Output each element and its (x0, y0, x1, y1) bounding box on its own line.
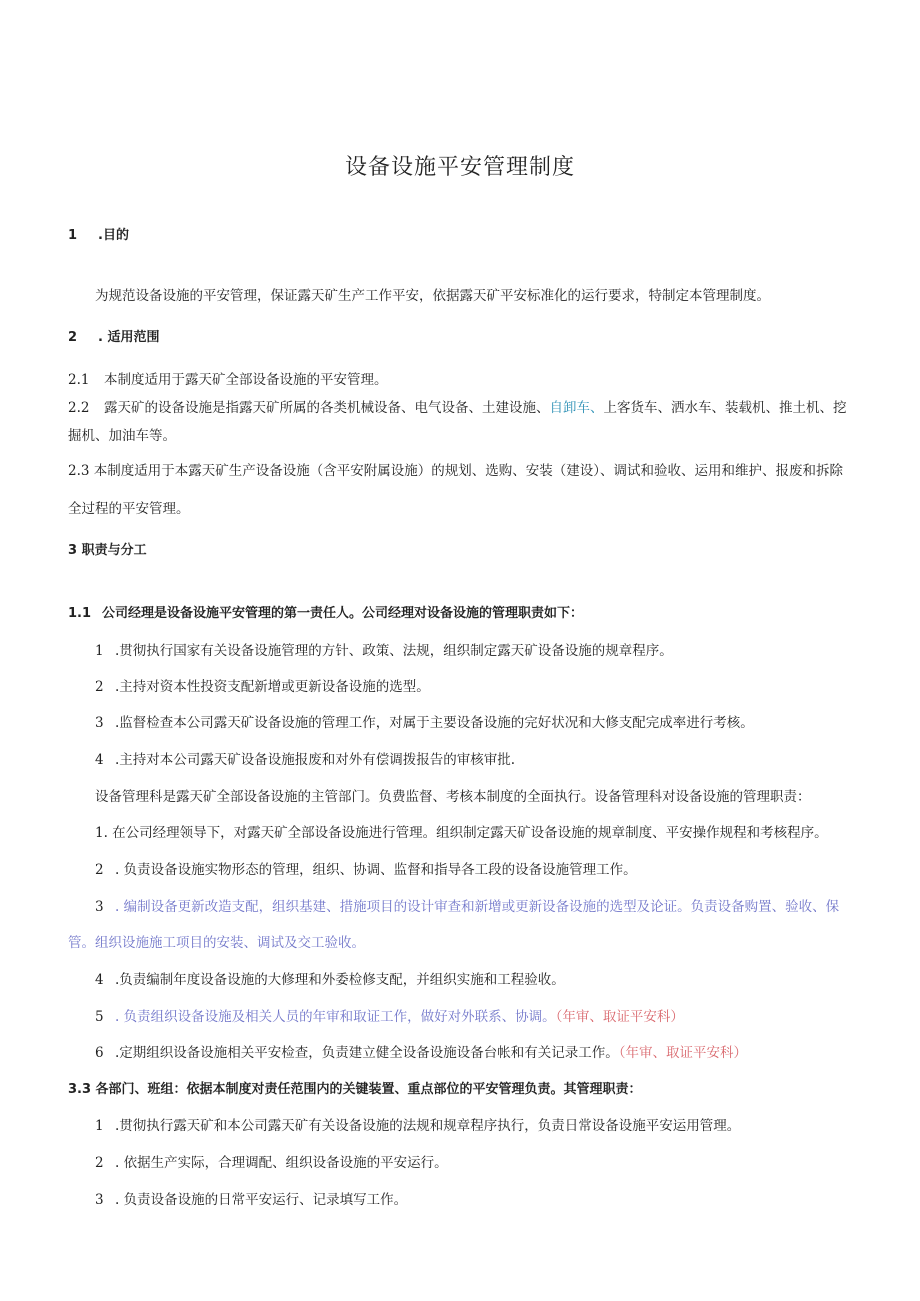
clause-3-2-intro: 设备管理科是露天矿全部设备设施的主管部门。负费监督、考核本制度的全面执行。设备管理科对设备设施的管理职责： (95, 789, 811, 805)
list-item: 1. 在公司经理领导下，对露天矿全部设备设施进行管理。组织制定露天矿设备设施的规章制度、平安操作规程和考核程序。 (95, 825, 828, 841)
list-item (95, 1007, 684, 1027)
list-item-number: 3 (95, 1192, 104, 1208)
list-item-number: 5 (95, 1009, 104, 1025)
list-item-text: .主持对本公司露天矿设备设施报废和对外有偿调拨报告的审核审批. (115, 752, 516, 768)
list-item (95, 677, 430, 697)
clause-2-2 (68, 398, 847, 418)
section-1-heading (68, 226, 129, 246)
list-item (95, 1190, 407, 1210)
clause-2-1 (68, 370, 388, 390)
clause-2-1-text: 本制度适用于露天矿全部设备设施的平安管理。 (104, 372, 388, 388)
clause-2-2-text-b: 上客货车、洒水车、装载机、推土机、挖 (603, 400, 847, 416)
clause-3-1 (68, 604, 583, 624)
list-item-number: 4 (95, 972, 104, 988)
list-item-text: .贯彻执行露天矿和本公司露天矿有关设备设施的法规和规章程序执行，负责日常设备设施平安运用管理。 (115, 1118, 741, 1134)
section-1-label: .目的 (98, 228, 129, 243)
section-2-number: 2 (68, 330, 78, 345)
list-item-text: .主持对资本性投资支配新增或更新设备设施的选型。 (115, 679, 430, 695)
list-item-number: 1 (95, 1118, 104, 1134)
list-item-number: 1 (95, 643, 104, 659)
list-item (95, 1043, 747, 1063)
clause-2-3-continuation: 全过程的平安管理。 (68, 501, 190, 517)
list-item (95, 641, 673, 661)
list-item-text: .定期组织设备设施相关平安检查，负责建立健全设备设施设备台帐和有关记录工作。 (115, 1045, 619, 1061)
list-item-continuation: 管。组织设施施工项目的安装、调试及交工验收。 (68, 935, 365, 951)
section-1-number: 1 (68, 228, 78, 243)
section-2-label: . 适用范围 (98, 330, 160, 345)
clause-3-3-heading: 3.3 各部门、班组：依据本制度对责任范围内的关键装置、重点部位的平安管理负责。其管理职责： (68, 1082, 642, 1097)
list-item (95, 750, 515, 770)
list-item (95, 713, 754, 733)
list-item-text: . 编制设备更新改造支配，组织基建、措施项目的设计审查和新增或更新设备设施的选型及论证。负责设备购置、验收、保 (115, 899, 840, 915)
list-item-number: 2 (95, 1155, 104, 1171)
clause-3-1-text: 公司经理是设备设施平安管理的第一责任人。公司经理对设备设施的管理职责如下： (102, 606, 584, 621)
list-item-text: .负责编制年度设备设施的大修理和外委检修支配，并组织实施和工程验收。 (115, 972, 565, 988)
list-item (95, 970, 565, 990)
list-item-number: 3 (95, 715, 104, 731)
section-1-paragraph: 为规范设备设施的平安管理，保证露天矿生产工作平安，依据露天矿平安标准化的运行要求，特制定本管理制度。 (95, 288, 770, 304)
list-item (95, 1153, 448, 1173)
list-item-number: 6 (95, 1045, 104, 1061)
section-2-heading (68, 328, 159, 348)
clause-2-2-highlight: 自卸车、 (549, 400, 604, 416)
list-item (95, 860, 637, 880)
list-item-number: 3 (95, 899, 104, 915)
clause-3-1-number: 1.1 (68, 606, 92, 621)
list-item-note: （年审、取证平安科） (618, 1045, 748, 1061)
clause-2-2-text-a: 露天矿的设备设施是指露天矿所属的各类机械设备、电气设备、土建设施、 (104, 400, 550, 416)
list-item-text: . 负责组织设备设施及相关人员的年审和取证工作，做好对外联系、协调。 (115, 1009, 556, 1025)
clause-2-2-continuation: 掘机、加油车等。 (68, 428, 176, 444)
document-title: 设备设施平安管理制度 (344, 155, 575, 180)
list-item-number: 2 (95, 862, 104, 878)
section-3-heading: 3 职责与分工 (68, 543, 147, 558)
list-item-text: . 负责设备设施实物形态的管理，组织、协调、监督和指导各工段的设备设施管理工作。 (115, 862, 637, 878)
clause-2-3: 2.3 本制度适用于本露天矿生产设备设施（含平安附属设施）的规划、选购、安装（建设）、调试和验收、运用和维护、报废和拆除 (68, 463, 844, 479)
clause-2-2-number: 2.2 (68, 400, 90, 416)
list-item-text: .贯彻执行国家有关设备设施管理的方针、政策、法规，组织制定露天矿设备设施的规章程序。 (115, 643, 673, 659)
list-item-number: 4 (95, 752, 104, 768)
clause-2-1-number: 2.1 (68, 372, 90, 388)
list-item-text: .监督检查本公司露天矿设备设施的管理工作，对属于主要设备设施的完好状况和大修支配完成率进行考核。 (115, 715, 754, 731)
list-item-text: . 负责设备设施的日常平安运行、记录填写工作。 (115, 1192, 408, 1208)
list-item-number: 2 (95, 679, 104, 695)
list-item-text: . 依据生产实际，合理调配、组织设备设施的平安运行。 (115, 1155, 448, 1171)
list-item (95, 897, 839, 917)
list-item (95, 1116, 740, 1136)
list-item-note: （年审、取证平安科） (555, 1009, 684, 1025)
